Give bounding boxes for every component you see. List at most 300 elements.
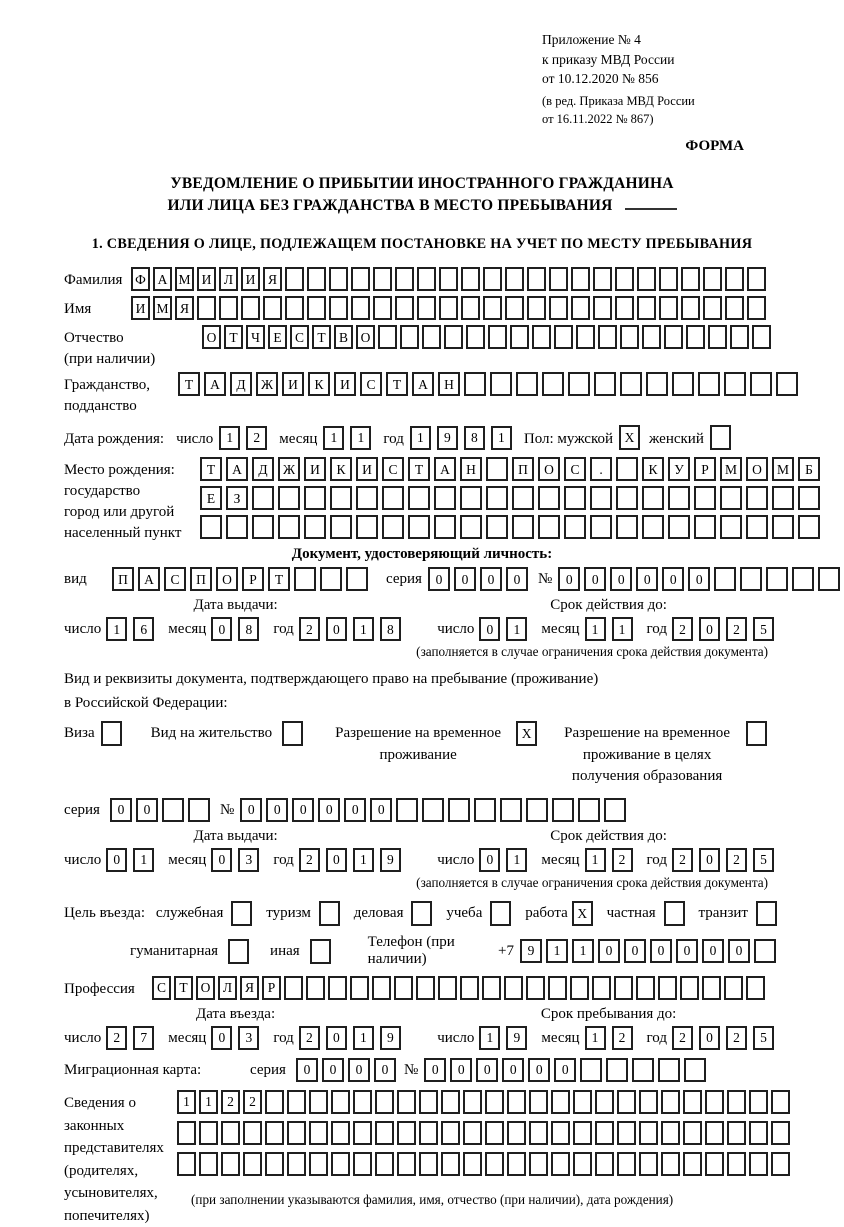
char-box[interactable]: 0 (480, 567, 502, 591)
char-box[interactable] (263, 296, 282, 320)
char-box[interactable] (683, 1121, 702, 1145)
char-box[interactable]: 9 (380, 848, 401, 872)
char-box[interactable] (642, 515, 664, 539)
char-box[interactable] (772, 515, 794, 539)
char-box[interactable] (527, 296, 546, 320)
char-box[interactable]: 1 (323, 426, 344, 450)
char-box[interactable] (642, 486, 664, 510)
char-box[interactable] (593, 296, 612, 320)
char-box[interactable] (727, 1152, 746, 1176)
char-box[interactable]: Н (460, 457, 482, 481)
char-box[interactable]: 9 (380, 1026, 401, 1050)
char-box[interactable] (485, 1090, 504, 1114)
char-box[interactable] (353, 1121, 372, 1145)
char-box[interactable] (551, 1090, 570, 1114)
char-box[interactable]: 0 (211, 1026, 232, 1050)
char-box[interactable]: 2 (726, 1026, 747, 1050)
residence-permit-checkbox[interactable] (282, 721, 306, 746)
char-box[interactable]: И (304, 457, 326, 481)
char-box[interactable] (754, 939, 776, 963)
char-box[interactable]: Ж (256, 372, 278, 396)
char-box[interactable] (616, 486, 638, 510)
char-box[interactable] (221, 1152, 240, 1176)
char-box[interactable] (642, 325, 661, 349)
char-box[interactable] (749, 1090, 768, 1114)
char-box[interactable]: Я (263, 267, 282, 291)
char-box[interactable] (397, 1152, 416, 1176)
char-box[interactable]: О (216, 567, 238, 591)
char-box[interactable] (637, 267, 656, 291)
purpose-other-checkbox[interactable] (310, 939, 334, 964)
purpose-humanitarian-checkbox[interactable] (228, 939, 252, 964)
char-box[interactable] (686, 325, 705, 349)
char-box[interactable]: Т (386, 372, 408, 396)
char-box[interactable]: 2 (612, 848, 633, 872)
char-box[interactable] (639, 1121, 658, 1145)
char-box[interactable] (598, 325, 617, 349)
char-box[interactable] (199, 1152, 218, 1176)
char-box[interactable] (282, 721, 303, 746)
char-box[interactable] (616, 515, 638, 539)
char-box[interactable] (571, 296, 590, 320)
char-box[interactable] (658, 1058, 680, 1082)
char-box[interactable]: О (202, 325, 221, 349)
sex-female-checkbox[interactable] (710, 425, 734, 450)
char-box[interactable] (705, 1090, 724, 1114)
purpose-study-checkbox[interactable] (490, 901, 514, 926)
char-box[interactable] (529, 1152, 548, 1176)
char-box[interactable] (792, 567, 814, 591)
char-box[interactable] (680, 976, 699, 1000)
char-box[interactable]: 0 (676, 939, 698, 963)
char-box[interactable] (570, 976, 589, 1000)
char-box[interactable] (725, 296, 744, 320)
char-box[interactable] (505, 296, 524, 320)
char-box[interactable]: 0 (479, 848, 500, 872)
char-box[interactable] (466, 325, 485, 349)
char-box[interactable]: 1 (479, 1026, 500, 1050)
char-box[interactable] (529, 1121, 548, 1145)
char-box[interactable] (510, 325, 529, 349)
char-box[interactable] (284, 976, 303, 1000)
char-box[interactable]: 0 (624, 939, 646, 963)
char-box[interactable] (411, 901, 432, 926)
char-box[interactable]: 0 (450, 1058, 472, 1082)
char-box[interactable] (595, 1152, 614, 1176)
purpose-business-checkbox[interactable] (411, 901, 435, 926)
char-box[interactable] (395, 267, 414, 291)
char-box[interactable]: 0 (699, 617, 720, 641)
char-box[interactable]: 9 (506, 1026, 527, 1050)
char-box[interactable]: 1 (410, 426, 431, 450)
char-box[interactable] (568, 372, 590, 396)
char-box[interactable] (683, 1090, 702, 1114)
char-box[interactable] (705, 1152, 724, 1176)
char-box[interactable]: 0 (326, 617, 347, 641)
char-box[interactable] (331, 1121, 350, 1145)
char-box[interactable] (646, 372, 668, 396)
char-box[interactable] (485, 1152, 504, 1176)
char-box[interactable]: 5 (753, 1026, 774, 1050)
char-box[interactable] (756, 901, 777, 926)
char-box[interactable]: 2 (246, 426, 267, 450)
char-box[interactable]: 1 (585, 848, 606, 872)
char-box[interactable]: О (356, 325, 375, 349)
char-box[interactable] (595, 1090, 614, 1114)
char-box[interactable]: 0 (528, 1058, 550, 1082)
char-box[interactable] (353, 1152, 372, 1176)
char-box[interactable]: З (226, 486, 248, 510)
char-box[interactable] (727, 1121, 746, 1145)
char-box[interactable] (684, 1058, 706, 1082)
char-box[interactable] (197, 296, 216, 320)
char-box[interactable] (373, 267, 392, 291)
char-box[interactable] (241, 296, 260, 320)
char-box[interactable]: 0 (699, 1026, 720, 1050)
char-box[interactable] (617, 1152, 636, 1176)
char-box[interactable]: П (190, 567, 212, 591)
char-box[interactable] (330, 515, 352, 539)
char-box[interactable]: С (152, 976, 171, 1000)
char-box[interactable] (328, 976, 347, 1000)
char-box[interactable] (287, 1152, 306, 1176)
char-box[interactable]: 0 (728, 939, 750, 963)
char-box[interactable] (199, 1121, 218, 1145)
char-box[interactable]: А (204, 372, 226, 396)
char-box[interactable] (482, 976, 501, 1000)
char-box[interactable]: М (772, 457, 794, 481)
char-box[interactable] (505, 267, 524, 291)
char-box[interactable]: Е (200, 486, 222, 510)
char-box[interactable] (617, 1121, 636, 1145)
char-box[interactable] (573, 1152, 592, 1176)
visa-checkbox[interactable] (101, 721, 125, 746)
char-box[interactable] (549, 296, 568, 320)
char-box[interactable] (771, 1152, 790, 1176)
char-box[interactable] (664, 325, 683, 349)
char-box[interactable]: 0 (292, 798, 314, 822)
char-box[interactable] (463, 1090, 482, 1114)
char-box[interactable]: Ф (131, 267, 150, 291)
char-box[interactable] (616, 457, 638, 481)
char-box[interactable] (417, 267, 436, 291)
char-box[interactable] (304, 486, 326, 510)
char-box[interactable] (408, 486, 430, 510)
char-box[interactable] (504, 976, 523, 1000)
char-box[interactable] (708, 325, 727, 349)
purpose-tourism-checkbox[interactable] (319, 901, 343, 926)
char-box[interactable]: С (290, 325, 309, 349)
char-box[interactable] (527, 267, 546, 291)
char-box[interactable]: 7 (133, 1026, 154, 1050)
char-box[interactable] (661, 1121, 680, 1145)
char-box[interactable]: Т (268, 567, 290, 591)
char-box[interactable] (329, 267, 348, 291)
char-box[interactable]: 0 (598, 939, 620, 963)
char-box[interactable] (661, 1090, 680, 1114)
char-box[interactable] (351, 296, 370, 320)
char-box[interactable] (252, 515, 274, 539)
char-box[interactable] (486, 486, 508, 510)
char-box[interactable] (727, 1090, 746, 1114)
char-box[interactable]: 1 (506, 848, 527, 872)
char-box[interactable]: 0 (296, 1058, 318, 1082)
char-box[interactable] (219, 296, 238, 320)
char-box[interactable] (188, 798, 210, 822)
char-box[interactable] (592, 976, 611, 1000)
char-box[interactable] (798, 515, 820, 539)
char-box[interactable]: Л (218, 976, 237, 1000)
char-box[interactable] (309, 1090, 328, 1114)
char-box[interactable] (228, 939, 249, 964)
char-box[interactable]: Я (175, 296, 194, 320)
char-box[interactable] (448, 798, 470, 822)
char-box[interactable] (231, 901, 252, 926)
char-box[interactable]: 0 (610, 567, 632, 591)
char-box[interactable]: 0 (502, 1058, 524, 1082)
char-box[interactable] (548, 976, 567, 1000)
char-box[interactable]: 2 (612, 1026, 633, 1050)
char-box[interactable]: 2 (299, 1026, 320, 1050)
char-box[interactable] (771, 1121, 790, 1145)
char-box[interactable] (485, 1121, 504, 1145)
char-box[interactable]: 0 (136, 798, 158, 822)
char-box[interactable] (590, 486, 612, 510)
sex-male-checkbox[interactable] (619, 425, 643, 450)
char-box[interactable] (664, 901, 685, 926)
char-box[interactable] (444, 325, 463, 349)
char-box[interactable] (490, 901, 511, 926)
char-box[interactable] (576, 325, 595, 349)
char-box[interactable] (350, 976, 369, 1000)
char-box[interactable] (818, 567, 840, 591)
char-box[interactable] (766, 567, 788, 591)
char-box[interactable]: О (746, 457, 768, 481)
char-box[interactable]: С (564, 457, 586, 481)
char-box[interactable]: 1 (353, 848, 374, 872)
char-box[interactable] (776, 372, 798, 396)
char-box[interactable] (408, 515, 430, 539)
char-box[interactable]: Ч (246, 325, 265, 349)
char-box[interactable] (419, 1121, 438, 1145)
char-box[interactable]: И (334, 372, 356, 396)
char-box[interactable] (771, 1090, 790, 1114)
char-box[interactable] (720, 515, 742, 539)
char-box[interactable]: И (241, 267, 260, 291)
char-box[interactable] (747, 267, 766, 291)
char-box[interactable] (752, 325, 771, 349)
char-box[interactable]: Т (224, 325, 243, 349)
char-box[interactable] (463, 1152, 482, 1176)
char-box[interactable] (636, 976, 655, 1000)
char-box[interactable] (382, 486, 404, 510)
char-box[interactable] (594, 372, 616, 396)
char-box[interactable] (265, 1152, 284, 1176)
char-box[interactable] (483, 296, 502, 320)
char-box[interactable] (606, 1058, 628, 1082)
char-box[interactable] (500, 798, 522, 822)
char-box[interactable]: В (334, 325, 353, 349)
char-box[interactable] (294, 567, 316, 591)
char-box[interactable] (243, 1152, 262, 1176)
char-box[interactable]: 2 (221, 1090, 240, 1114)
char-box[interactable] (397, 1121, 416, 1145)
char-box[interactable]: 2 (299, 848, 320, 872)
char-box[interactable]: Ж (278, 457, 300, 481)
char-box[interactable] (461, 267, 480, 291)
purpose-work-checkbox[interactable] (572, 901, 596, 926)
char-box[interactable] (285, 267, 304, 291)
char-box[interactable] (461, 296, 480, 320)
char-box[interactable] (486, 457, 508, 481)
char-box[interactable]: 1 (491, 426, 512, 450)
char-box[interactable] (434, 486, 456, 510)
char-box[interactable] (637, 296, 656, 320)
char-box[interactable]: 0 (110, 798, 132, 822)
char-box[interactable] (397, 1090, 416, 1114)
char-box[interactable] (702, 976, 721, 1000)
char-box[interactable]: 0 (479, 617, 500, 641)
char-box[interactable] (578, 798, 600, 822)
char-box[interactable]: А (412, 372, 434, 396)
char-box[interactable]: 0 (374, 1058, 396, 1082)
char-box[interactable] (529, 1090, 548, 1114)
char-box[interactable]: 0 (558, 567, 580, 591)
char-box[interactable] (101, 721, 122, 746)
char-box[interactable] (573, 1121, 592, 1145)
char-box[interactable] (564, 486, 586, 510)
char-box[interactable]: 1 (350, 426, 371, 450)
char-box[interactable]: 5 (753, 848, 774, 872)
char-box[interactable] (439, 296, 458, 320)
char-box[interactable] (464, 372, 486, 396)
char-box[interactable] (441, 1152, 460, 1176)
char-box[interactable] (750, 372, 772, 396)
char-box[interactable] (177, 1121, 196, 1145)
char-box[interactable] (375, 1090, 394, 1114)
char-box[interactable]: С (360, 372, 382, 396)
char-box[interactable]: Б (798, 457, 820, 481)
char-box[interactable]: М (153, 296, 172, 320)
char-box[interactable]: И (197, 267, 216, 291)
char-box[interactable]: О (196, 976, 215, 1000)
temp-residence-checkbox[interactable] (516, 721, 540, 746)
char-box[interactable] (507, 1152, 526, 1176)
char-box[interactable] (740, 567, 762, 591)
char-box[interactable] (278, 486, 300, 510)
purpose-official-checkbox[interactable] (231, 901, 255, 926)
char-box[interactable] (307, 296, 326, 320)
char-box[interactable]: X (572, 901, 593, 926)
char-box[interactable] (162, 798, 184, 822)
char-box[interactable]: И (282, 372, 304, 396)
char-box[interactable] (549, 267, 568, 291)
char-box[interactable] (463, 1121, 482, 1145)
char-box[interactable]: 5 (753, 617, 774, 641)
char-box[interactable] (460, 976, 479, 1000)
purpose-private-checkbox[interactable] (664, 901, 688, 926)
char-box[interactable] (382, 515, 404, 539)
char-box[interactable] (287, 1090, 306, 1114)
char-box[interactable] (703, 296, 722, 320)
char-box[interactable] (419, 1090, 438, 1114)
char-box[interactable]: 0 (370, 798, 392, 822)
char-box[interactable] (615, 296, 634, 320)
char-box[interactable] (320, 567, 342, 591)
char-box[interactable]: Т (178, 372, 200, 396)
char-box[interactable] (746, 515, 768, 539)
char-box[interactable]: 9 (437, 426, 458, 450)
char-box[interactable] (516, 372, 538, 396)
char-box[interactable]: Д (230, 372, 252, 396)
char-box[interactable] (604, 798, 626, 822)
char-box[interactable]: 0 (344, 798, 366, 822)
char-box[interactable]: Т (200, 457, 222, 481)
char-box[interactable]: 0 (699, 848, 720, 872)
char-box[interactable] (490, 372, 512, 396)
char-box[interactable] (772, 486, 794, 510)
char-box[interactable] (400, 325, 419, 349)
char-box[interactable]: 9 (520, 939, 542, 963)
char-box[interactable]: 0 (266, 798, 288, 822)
char-box[interactable] (620, 325, 639, 349)
char-box[interactable] (307, 267, 326, 291)
purpose-transit-checkbox[interactable] (756, 901, 780, 926)
char-box[interactable] (512, 486, 534, 510)
char-box[interactable] (422, 325, 441, 349)
char-box[interactable]: 1 (506, 617, 527, 641)
char-box[interactable]: Л (219, 267, 238, 291)
char-box[interactable] (373, 296, 392, 320)
char-box[interactable] (507, 1121, 526, 1145)
char-box[interactable] (356, 486, 378, 510)
char-box[interactable]: Т (312, 325, 331, 349)
char-box[interactable]: 1 (353, 1026, 374, 1050)
char-box[interactable]: 1 (585, 1026, 606, 1050)
char-box[interactable]: 0 (348, 1058, 370, 1082)
char-box[interactable]: 3 (238, 1026, 259, 1050)
char-box[interactable] (542, 372, 564, 396)
char-box[interactable]: 0 (318, 798, 340, 822)
char-box[interactable] (668, 515, 690, 539)
char-box[interactable] (749, 1121, 768, 1145)
char-box[interactable] (309, 1152, 328, 1176)
char-box[interactable]: 6 (133, 617, 154, 641)
char-box[interactable] (746, 976, 765, 1000)
char-box[interactable]: Р (242, 567, 264, 591)
temp-residence-edu-checkbox[interactable] (746, 721, 770, 746)
char-box[interactable] (551, 1152, 570, 1176)
char-box[interactable] (639, 1090, 658, 1114)
char-box[interactable]: Н (438, 372, 460, 396)
char-box[interactable]: 8 (380, 617, 401, 641)
char-box[interactable] (319, 901, 340, 926)
char-box[interactable]: С (164, 567, 186, 591)
char-box[interactable] (724, 976, 743, 1000)
char-box[interactable]: 2 (726, 617, 747, 641)
char-box[interactable]: А (434, 457, 456, 481)
char-box[interactable] (439, 267, 458, 291)
char-box[interactable] (331, 1152, 350, 1176)
char-box[interactable] (538, 486, 560, 510)
char-box[interactable]: . (590, 457, 612, 481)
char-box[interactable] (714, 567, 736, 591)
char-box[interactable] (798, 486, 820, 510)
char-box[interactable] (564, 515, 586, 539)
char-box[interactable]: 0 (636, 567, 658, 591)
char-box[interactable] (285, 296, 304, 320)
char-box[interactable] (177, 1152, 196, 1176)
